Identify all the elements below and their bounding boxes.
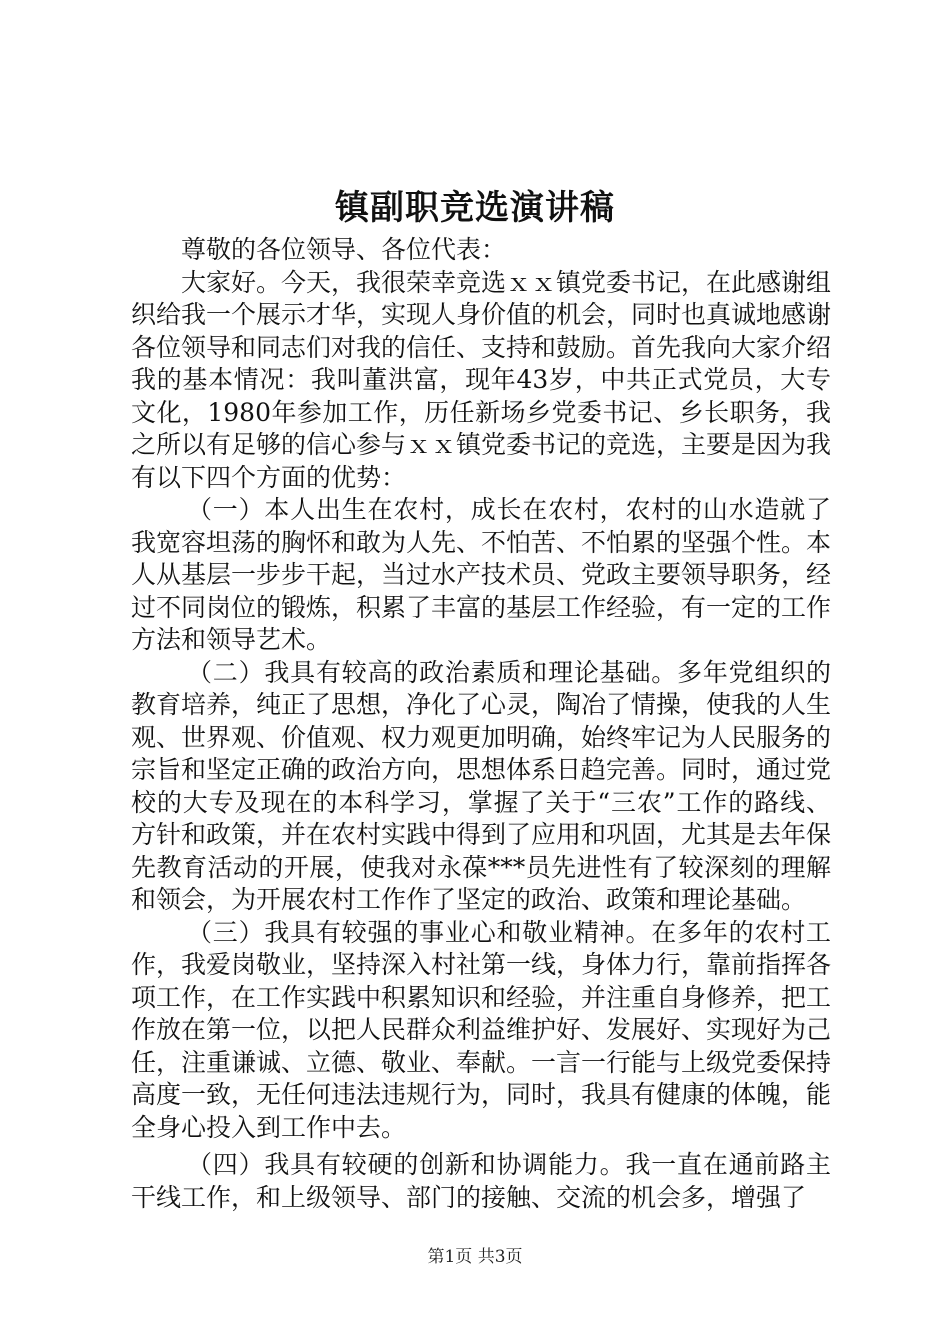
salutation-paragraph: 尊敬的各位领导、各位代表：: [181, 235, 507, 264]
intro-paragraph: 大家好。今天，我很荣幸竞选ｘｘ镇党委书记，在此感谢组织给我一个展示才华，实现人身价值的机会，同时也真诚地感谢各位领导和同志们对我的信任、支持和鼓励。首先我向大家介绍我的基本情况：我叫董洪富，现年43岁，中共正式党员，大专文化，1980年参加工作，历任新场乡党委书记、乡长职务，我之所以有足够的信心参与ｘｘ镇党委书记的竞选，主要是因为我有以下四个方面的优势：: [131, 267, 832, 492]
page-footer: 第1页 共3页: [427, 1247, 523, 1267]
advantage-four-paragraph: （四）我具有较硬的创新和协调能力。我一直在通前路主干线工作，和上级领导、部门的接触、交流的机会多，增强了: [131, 1150, 831, 1212]
document-title: 镇副职竞选演讲稿: [335, 188, 615, 228]
advantage-two-paragraph: （二）我具有较高的政治素质和理论基础。多年党组织的教育培养，纯正了思想，净化了心灵，陶冶了情操，使我的人生观、世界观、价值观、权力观更加明确，始终牢记为人民服务的宗旨和坚定正确的政治方向，思想体系日趋完善。同时，通过党校的大专及现在的本科学习，掌握了关于“三农”工作的路线、方针和政策，并在农村实践中得到了应用和巩固，尤其是去年保先教育活动的开展，使我对永葆***员先进性有了较深刻的理解和领会，为开展农村工作作了坚定的政治、政策和理论基础。: [131, 657, 832, 914]
advantage-three-paragraph: （三）我具有较强的事业心和敬业精神。在多年的农村工作，我爱岗敬业，坚持深入村社第一线，身体力行，靠前指挥各项工作，在工作实践中积累知识和经验，并注重自身修养，把工作放在第一位，以把人民群众利益维护好、发展好、实现好为己任，注重谦诚、立德、敬业、奉献。一言一行能与上级党委保持高度一致，无任何违法违规行为，同时，我具有健康的体魄，能全身心投入到工作中去。: [131, 917, 832, 1142]
document-body: [131, 234, 831, 1214]
advantage-one-paragraph: （一）本人出生在农村，成长在农村，农村的山水造就了我宽容坦荡的胸怀和敢为人先、不怕苦、不怕累的坚强个性。本人从基层一步步干起，当过水产技术员、党政主要领导职务，经过不同岗位的锻炼，积累了丰富的基层工作经验，有一定的工作方法和领导艺术。: [131, 495, 832, 654]
